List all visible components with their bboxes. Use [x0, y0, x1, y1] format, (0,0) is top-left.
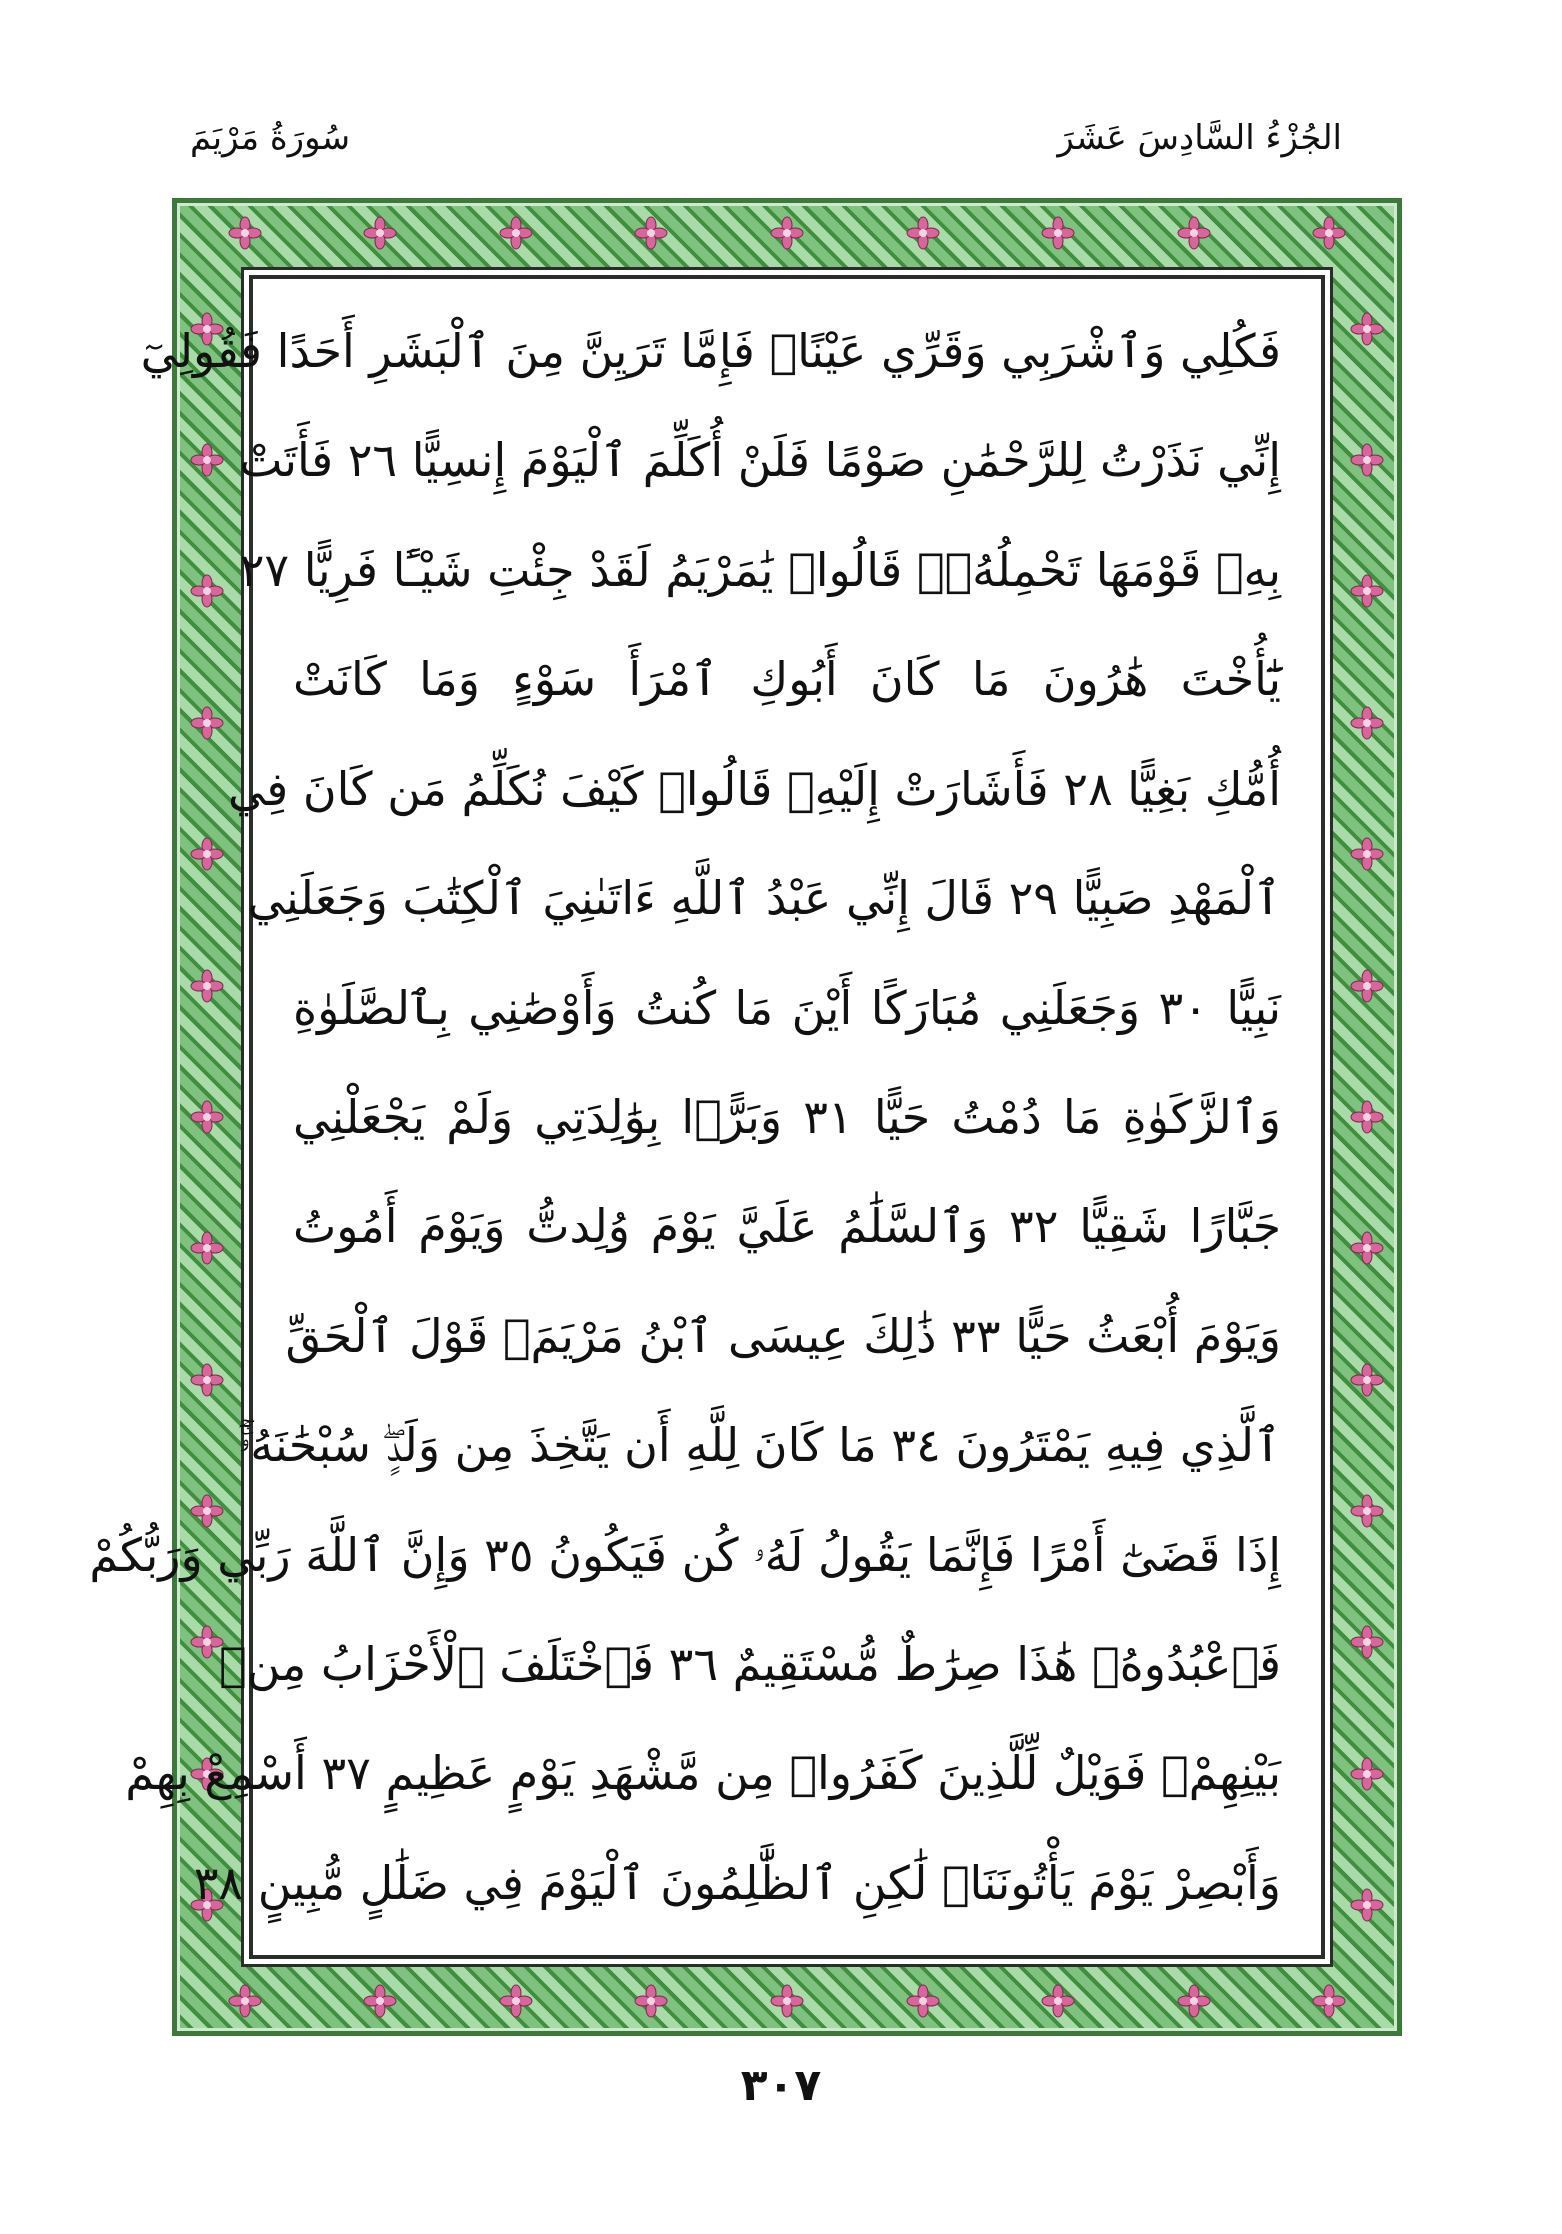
- flower-ornament-icon: [190, 706, 224, 740]
- flower-ornament-icon: [1177, 216, 1211, 250]
- flower-ornament-icon: [1350, 1757, 1384, 1791]
- flower-ornament-icon: [363, 216, 397, 250]
- ornament-border-right: [1337, 263, 1397, 1971]
- decorative-frame: [89, 198, 1402, 2036]
- verse-line: وَٱلزَّكَوٰةِ مَا دُمْتُ حَيًّا ٣١ وَبَرًّۢا بِوَٰلِدَتِي وَلَمْ يَجْعَلْنِي: [293, 1089, 1281, 1144]
- verse-line: إِنِّي نَذَرْتُ لِلرَّحْمَٰنِ صَوْمًا فَلَنْ أُكَلِّمَ ٱلْيَوْمَ إِنسِيًّا ٢٦ فَأَتَتْ: [239, 433, 1281, 488]
- flower-ornament-icon: [1350, 706, 1384, 740]
- flower-ornament-icon: [1350, 969, 1384, 1003]
- flower-ornament-icon: [1350, 574, 1384, 608]
- verse-line: فَٱعْبُدُوهُۚ هَٰذَا صِرَٰطٌ مُّسْتَقِيمٌ ٣٦ فَٱخْتَلَفَ ٱلْأَحْزَابُ مِنۢ: [218, 1637, 1281, 1692]
- verse-line: وَأَبْصِرْ يَوْمَ يَأْتُونَنَاۖ لَٰكِنِ ٱلظَّٰلِمُونَ ٱلْيَوْمَ فِي ضَلَٰلٍ مُّبِينٍ ٣٨: [193, 1855, 1281, 1910]
- flower-ornament-icon: [190, 443, 224, 477]
- flower-ornament-icon: [1350, 1888, 1384, 1922]
- flower-ornament-icon: [190, 969, 224, 1003]
- verse-line: يَٰٓأُخْتَ هَٰرُونَ مَا كَانَ أَبُوكِ ٱمْرَأَ سَوْءٍ وَمَا كَانَتْ: [293, 652, 1281, 707]
- verse-line: إِذَا قَضَىٰٓ أَمْرًا فَإِنَّمَا يَقُولُ لَهُۥ كُن فَيَكُونُ ٣٥ وَإِنَّ ٱللَّهَ رَبِّي وَرَبُّكُمْ: [89, 1527, 1281, 1582]
- surah-name-header: سُورَةُ مَرْيَمَ: [190, 118, 351, 158]
- flower-ornament-icon: [1350, 1100, 1384, 1134]
- flower-ornament-icon: [499, 216, 533, 250]
- flower-ornament-icon: [770, 1984, 804, 2018]
- flower-ornament-icon: [1350, 1625, 1384, 1659]
- flower-ornament-icon: [190, 1363, 224, 1397]
- flower-ornament-icon: [770, 216, 804, 250]
- text-panel: [89, 275, 1325, 1959]
- flower-ornament-icon: [1041, 216, 1075, 250]
- verse-line: بِهِۦ قَوْمَهَا تَحْمِلُهُۥۖ قَالُوا۟ يَٰمَرْيَمُ لَقَدْ جِئْتِ شَيْـًٔا فَرِيًّا ٢٧: [239, 542, 1281, 597]
- verse-line: فَكُلِي وَٱشْرَبِي وَقَرِّي عَيْنًاۖ فَإِمَّا تَرَيِنَّ مِنَ ٱلْبَشَرِ أَحَدًا فَقُولِيٓ: [140, 324, 1281, 378]
- verse-line: بَيْنِهِمْۖ فَوَيْلٌ لِّلَّذِينَ كَفَرُوا۟ مِن مَّشْهَدِ يَوْمٍ عَظِيمٍ ٣٧ أَسْمِعْ بِهِمْ: [125, 1746, 1281, 1801]
- flower-ornament-icon: [1350, 1231, 1384, 1265]
- flower-ornament-icon: [499, 1984, 533, 2018]
- verse-line: ٱلَّذِي فِيهِ يَمْتَرُونَ ٣٤ مَا كَانَ لِلَّهِ أَن يَتَّخِذَ مِن وَلَدٍۖ سُبْحَٰنَهُۥٓۚ: [238, 1418, 1281, 1473]
- flower-ornament-icon: [1312, 1984, 1346, 2018]
- verse-line: جَبَّارًا شَقِيًّا ٣٢ وَٱلسَّلَٰمُ عَلَيَّ يَوْمَ وُلِدتُّ وَيَوْمَ أَمُوتُ: [293, 1199, 1281, 1254]
- flower-ornament-icon: [1350, 837, 1384, 871]
- flower-ornament-icon: [190, 1100, 224, 1134]
- ornament-border-top: [177, 203, 1397, 263]
- flower-ornament-icon: [363, 1984, 397, 2018]
- verse-line: وَيَوْمَ أُبْعَثُ حَيًّا ٣٣ ذَٰلِكَ عِيسَى ٱبْنُ مَرْيَمَۖ قَوْلَ ٱلْحَقِّ: [285, 1308, 1281, 1363]
- flower-ornament-icon: [634, 1984, 668, 2018]
- flower-ornament-icon: [906, 216, 940, 250]
- flower-ornament-icon: [1312, 216, 1346, 250]
- flower-ornament-icon: [1350, 443, 1384, 477]
- flower-ornament-icon: [1177, 1984, 1211, 2018]
- flower-ornament-icon: [228, 1984, 262, 2018]
- verse-line: أُمُّكِ بَغِيًّا ٢٨ فَأَشَارَتْ إِلَيْهِۖ قَالُوا۟ كَيْفَ نُكَلِّمُ مَن كَانَ فِي: [227, 761, 1281, 816]
- juz-name-header: الجُزْءُ السَّادِسَ عَشَرَ: [1057, 118, 1342, 158]
- verse-line: نَبِيًّا ٣٠ وَجَعَلَنِي مُبَارَكًا أَيْنَ مَا كُنتُ وَأَوْصَٰنِي بِٱلصَّلَوٰةِ: [293, 980, 1281, 1035]
- flower-ornament-icon: [634, 216, 668, 250]
- flower-ornament-icon: [1350, 312, 1384, 346]
- flower-ornament-icon: [1350, 1363, 1384, 1397]
- flower-ornament-icon: [190, 574, 224, 608]
- flower-ornament-icon: [190, 837, 224, 871]
- flower-ornament-icon: [1041, 1984, 1075, 2018]
- verses-block: [89, 303, 1281, 1931]
- flower-ornament-icon: [906, 1984, 940, 2018]
- ornament-border-bottom: [177, 1971, 1397, 2031]
- flower-ornament-icon: [228, 216, 262, 250]
- flower-ornament-icon: [1350, 1494, 1384, 1528]
- page-number: ٣٠٧: [740, 2060, 822, 2111]
- flower-ornament-icon: [190, 1231, 224, 1265]
- ornament-border-left: [177, 263, 237, 1971]
- verse-line: ٱلْمَهْدِ صَبِيًّا ٢٩ قَالَ إِنِّي عَبْدُ ٱللَّهِ ءَاتَىٰنِيَ ٱلْكِتَٰبَ وَجَعَلَنِي: [247, 871, 1281, 926]
